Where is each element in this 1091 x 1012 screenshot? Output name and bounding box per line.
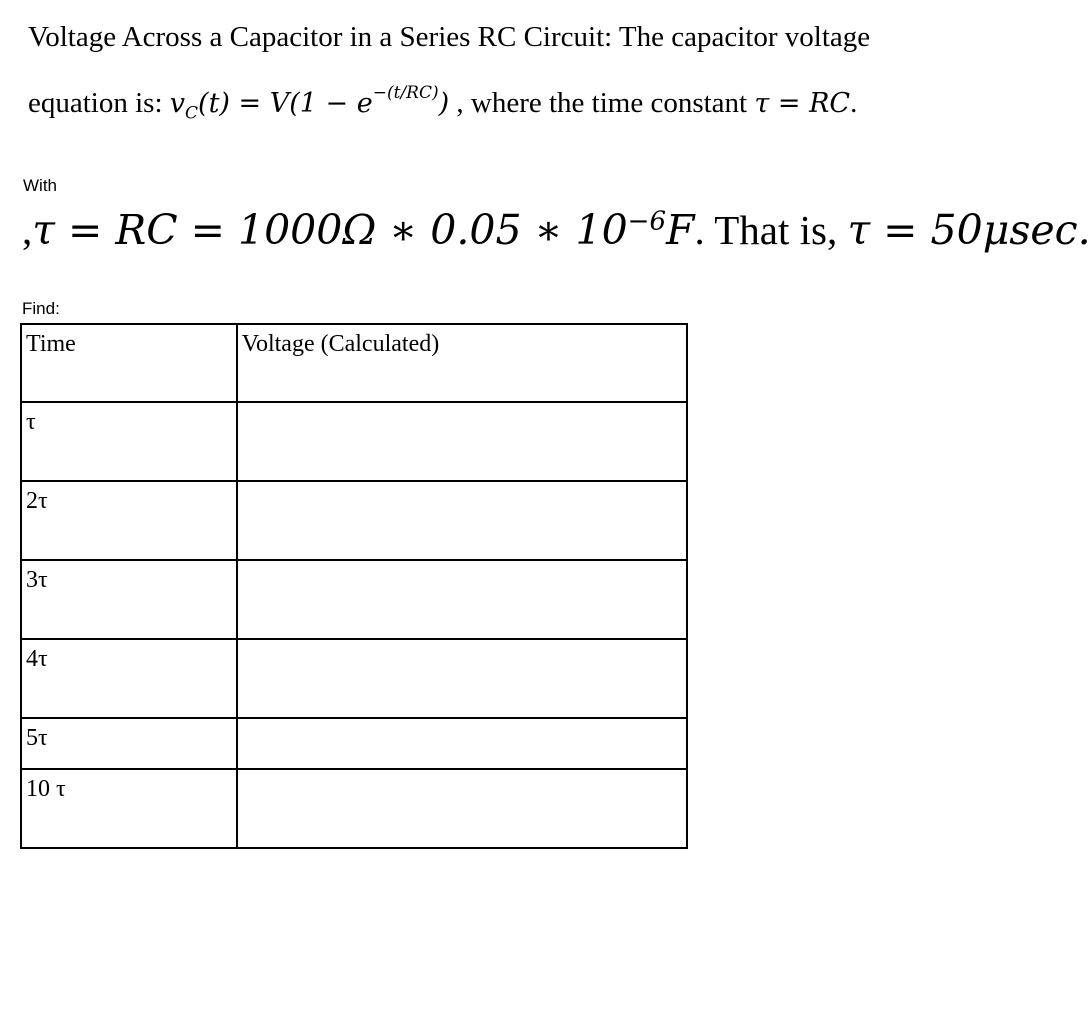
intro-line-1: Voltage Across a Capacitor in a Series RC Circuit: The capacitor voltage [28, 21, 871, 53]
time-cell: 10 τ [21, 769, 237, 848]
table-row [21, 402, 687, 481]
tau-result: τ = 50μsec. [847, 206, 1091, 254]
intro-line-2-prefix: equation is: [28, 87, 170, 119]
time-cell: 4τ [21, 639, 237, 718]
eq-exponent: −(t/RC) [372, 83, 439, 103]
results-table [20, 323, 688, 849]
intro-paragraph [28, 14, 953, 136]
time-cell: τ [21, 402, 237, 481]
time-cell: 2τ [21, 481, 237, 560]
voltage-cell[interactable] [237, 481, 687, 560]
with-label: With [23, 176, 57, 195]
header-voltage: Voltage (Calculated) [237, 324, 687, 402]
tau-unit: F [666, 206, 695, 254]
tau-expression: τ = RC = 1000Ω ∗ 0.05 ∗ 10 [32, 206, 628, 254]
time-constant-calculation [22, 206, 1091, 254]
eq-lhs-argument: (t) = V(1 − e [198, 88, 373, 119]
time-cell: 3τ [21, 560, 237, 639]
voltage-cell[interactable] [237, 402, 687, 481]
table-row [21, 639, 687, 718]
intro-line-2-mid: , where the time constant [449, 87, 755, 119]
table-row [21, 769, 687, 848]
time-cell: 5τ [21, 718, 237, 769]
voltage-cell[interactable] [237, 560, 687, 639]
tau-exponent: −6 [627, 206, 666, 237]
capacitor-voltage-equation [169, 83, 450, 124]
eq-lhs: v [169, 88, 186, 119]
voltage-cell[interactable] [237, 639, 687, 718]
intro-line-2 [28, 74, 953, 136]
table-row [21, 481, 687, 560]
intro-line-2-end: . [850, 87, 858, 119]
find-label: Find: [22, 299, 60, 318]
time-constant-definition: τ = RC [754, 88, 851, 119]
eq-close: ) [438, 88, 450, 119]
voltage-cell[interactable] [237, 769, 687, 848]
tau-line-lead: , [22, 207, 33, 253]
table-header-row [21, 324, 687, 402]
tau-line-mid: . That is, [694, 207, 848, 253]
table-row [21, 718, 687, 769]
voltage-cell[interactable] [237, 718, 687, 769]
table-row [21, 560, 687, 639]
eq-lhs-subscript: C [185, 103, 199, 124]
header-time: Time [21, 324, 237, 402]
